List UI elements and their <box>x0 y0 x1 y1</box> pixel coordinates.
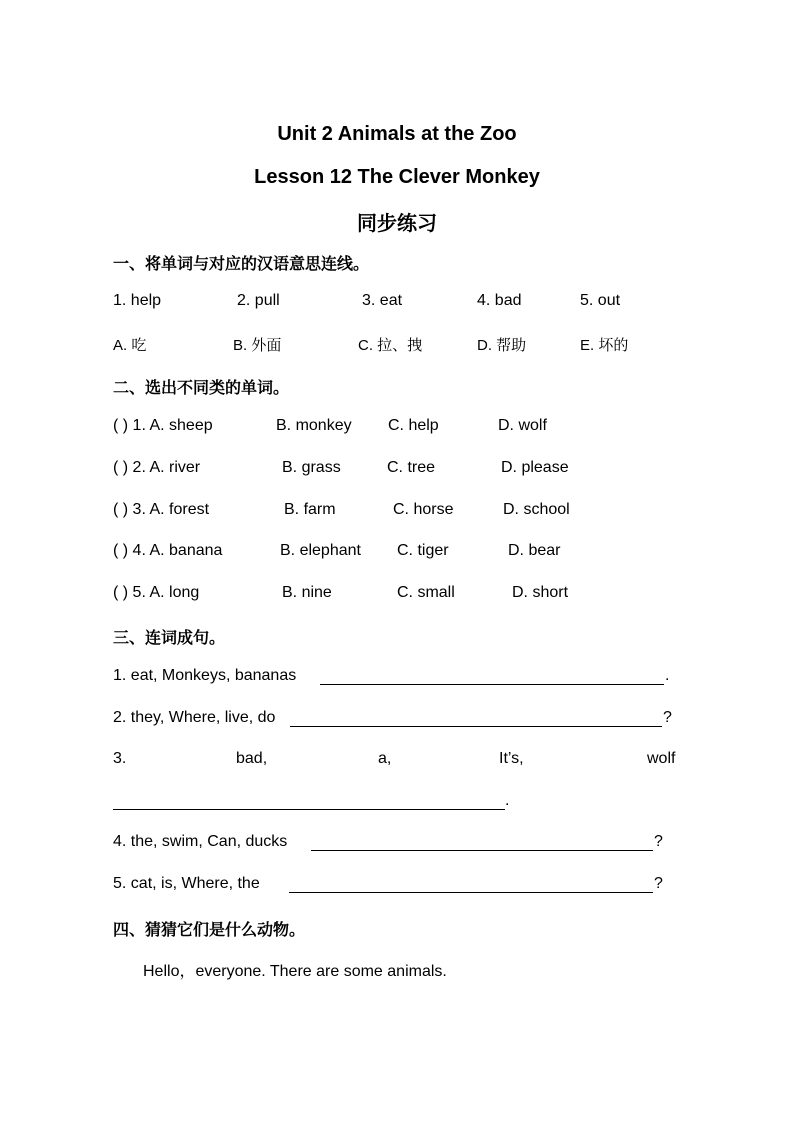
option-d: D. bear <box>508 542 561 559</box>
unit-title: Unit 2 Animals at the Zoo <box>277 123 517 145</box>
option-b: B. nine <box>282 584 332 601</box>
meaning-item: D. 帮助 <box>477 337 527 354</box>
sentence-prompt: 1. eat, Monkeys, bananas <box>113 667 297 684</box>
lesson-title: Lesson 12 The Clever Monkey <box>254 166 540 188</box>
option-c: C. tree <box>387 459 436 476</box>
option-c: C. horse <box>393 501 454 518</box>
option-b: B. monkey <box>276 417 352 434</box>
meaning-item: B. 外面 <box>233 337 282 354</box>
option-c: C. small <box>397 584 455 601</box>
prompt-word: It’s, <box>499 750 524 767</box>
meaning-item: C. 拉、拽 <box>358 337 423 354</box>
section4-heading: 四、猜猜它们是什么动物。 <box>113 922 306 939</box>
sentence-end: ? <box>654 875 663 892</box>
option-d: D. wolf <box>498 417 547 434</box>
sentence-end: ? <box>663 709 672 726</box>
meaning-item: E. 坏的 <box>580 337 629 354</box>
option-b: B. grass <box>282 459 341 476</box>
answer-blank[interactable] <box>290 726 662 727</box>
question-stem: ( ) 5. A. long <box>113 584 200 601</box>
prompt-word: a, <box>378 750 392 767</box>
sentence-prompt: 4. the, swim, Can, ducks <box>113 833 288 850</box>
prompt-word: bad, <box>236 750 268 767</box>
word-item: 3. eat <box>362 292 403 309</box>
answer-blank[interactable] <box>320 684 664 685</box>
question-stem: ( ) 4. A. banana <box>113 542 223 559</box>
question-stem: ( ) 2. A. river <box>113 459 201 476</box>
question-stem: ( ) 1. A. sheep <box>113 417 213 434</box>
answer-blank[interactable] <box>311 850 653 851</box>
option-c: C. tiger <box>397 542 449 559</box>
sentence-end: . <box>505 792 510 809</box>
option-d: D. please <box>501 459 569 476</box>
option-b: B. elephant <box>280 542 361 559</box>
section1-heading: 一、将单词与对应的汉语意思连线。 <box>113 256 370 273</box>
sentence-prompt: 2. they, Where, live, do <box>113 709 276 726</box>
sentence-end: ? <box>654 833 663 850</box>
prompt-word: wolf <box>647 750 676 767</box>
option-b: B. farm <box>284 501 336 518</box>
question-stem: ( ) 3. A. forest <box>113 501 210 518</box>
section3-heading: 三、连词成句。 <box>113 630 226 647</box>
intro-text: Hello，everyone. There are some animals. <box>143 963 447 980</box>
sentence-prompt: 5. cat, is, Where, the <box>113 875 260 892</box>
section2-heading: 二、选出不同类的单词。 <box>113 380 290 397</box>
word-item: 2. pull <box>237 292 280 309</box>
answer-blank[interactable] <box>113 809 505 810</box>
meaning-item: A. 吃 <box>113 337 147 354</box>
option-d: D. short <box>512 584 569 601</box>
word-item: 5. out <box>580 292 621 309</box>
sentence-end: . <box>665 667 670 684</box>
word-item: 1. help <box>113 292 162 309</box>
prompt-word: 3. <box>113 750 127 767</box>
exercise-title: 同步练习 <box>357 213 437 235</box>
option-c: C. help <box>388 417 439 434</box>
answer-blank[interactable] <box>289 892 653 893</box>
option-d: D. school <box>503 501 570 518</box>
word-item: 4. bad <box>477 292 522 309</box>
